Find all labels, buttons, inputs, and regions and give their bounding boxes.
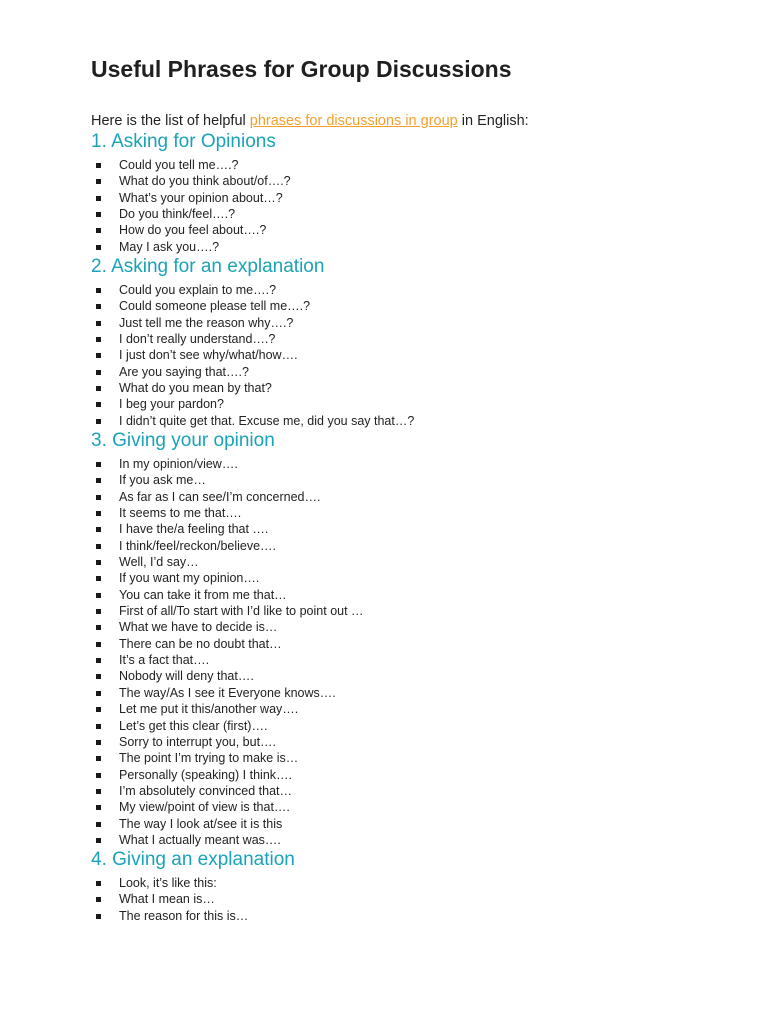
section-heading-giving-explanation: 4. Giving an explanation bbox=[91, 849, 295, 870]
list-item-text: My view/point of view is that…. bbox=[119, 800, 290, 815]
bullet-icon bbox=[96, 304, 101, 309]
section-list-asking-explanation bbox=[91, 282, 414, 429]
bullet-icon bbox=[96, 386, 101, 391]
list-item bbox=[91, 718, 364, 734]
bullet-icon bbox=[96, 527, 101, 532]
list-item bbox=[91, 908, 248, 924]
list-item-text: What we have to decide is… bbox=[119, 620, 278, 635]
list-item-text: I just don’t see why/what/how…. bbox=[119, 348, 298, 363]
bullet-icon bbox=[96, 419, 101, 424]
list-item bbox=[91, 173, 291, 189]
list-item-text: Let’s get this clear (first)…. bbox=[119, 718, 268, 733]
list-item-text: What I actually meant was…. bbox=[119, 832, 281, 847]
list-item-text: Do you think/feel….? bbox=[119, 207, 236, 222]
list-item bbox=[91, 157, 291, 173]
bullet-icon bbox=[96, 511, 101, 516]
list-item bbox=[91, 668, 364, 684]
list-item bbox=[91, 570, 364, 586]
bullet-icon bbox=[96, 370, 101, 375]
list-item bbox=[91, 315, 414, 331]
list-item bbox=[91, 190, 291, 206]
list-item-text: What do you mean by that? bbox=[119, 381, 272, 396]
section-heading-asking-opinions: 1. Asking for Opinions bbox=[91, 131, 276, 152]
list-item bbox=[91, 521, 364, 537]
list-item-text: Well, I’d say… bbox=[119, 555, 199, 570]
bullet-icon bbox=[96, 756, 101, 761]
list-item-text: The reason for this is… bbox=[119, 908, 249, 923]
list-item-text: Personally (speaking) I think…. bbox=[119, 767, 292, 782]
list-item bbox=[91, 701, 364, 717]
list-item bbox=[91, 413, 414, 429]
bullet-icon bbox=[96, 914, 101, 919]
bullet-icon bbox=[96, 773, 101, 778]
list-item bbox=[91, 505, 364, 521]
bullet-icon bbox=[96, 560, 101, 565]
list-item bbox=[91, 891, 248, 907]
list-item bbox=[91, 489, 364, 505]
list-item-text: I’m absolutely convinced that… bbox=[119, 783, 293, 798]
section-list-asking-opinions bbox=[91, 157, 291, 255]
list-item-text: Just tell me the reason why….? bbox=[119, 315, 294, 330]
bullet-icon bbox=[96, 228, 101, 233]
bullet-icon bbox=[96, 658, 101, 663]
bullet-icon bbox=[96, 544, 101, 549]
list-item bbox=[91, 206, 291, 222]
list-item bbox=[91, 472, 364, 488]
bullet-icon bbox=[96, 822, 101, 827]
list-item-text: How do you feel about….? bbox=[119, 223, 267, 238]
bullet-icon bbox=[96, 593, 101, 598]
section-list-giving-explanation bbox=[91, 875, 248, 924]
bullet-icon bbox=[96, 462, 101, 467]
list-item bbox=[91, 222, 291, 238]
list-item bbox=[91, 331, 414, 347]
list-item bbox=[91, 875, 248, 891]
bullet-icon bbox=[96, 196, 101, 201]
list-item bbox=[91, 380, 414, 396]
list-item-text: First of all/To start with I’d like to point out … bbox=[119, 604, 364, 619]
list-item bbox=[91, 734, 364, 750]
list-item bbox=[91, 239, 291, 255]
bullet-icon bbox=[96, 321, 101, 326]
intro-paragraph bbox=[91, 113, 529, 129]
bullet-icon bbox=[96, 674, 101, 679]
list-item-text: Could you tell me….? bbox=[119, 158, 239, 172]
list-item-text: Let me put it this/another way…. bbox=[119, 702, 299, 717]
list-item bbox=[91, 685, 364, 701]
intro-text-before: Here is the list of helpful bbox=[91, 113, 250, 129]
list-item-text: If you want my opinion…. bbox=[119, 571, 260, 586]
bullet-icon bbox=[96, 724, 101, 729]
list-item bbox=[91, 799, 364, 815]
list-item-text: The way I look at/see it is this bbox=[119, 816, 283, 831]
bullet-icon bbox=[96, 179, 101, 184]
list-item bbox=[91, 298, 414, 314]
list-item-text: You can take it from me that… bbox=[119, 587, 287, 602]
list-item bbox=[91, 456, 364, 472]
list-item bbox=[91, 587, 364, 603]
list-item bbox=[91, 750, 364, 766]
list-item bbox=[91, 636, 364, 652]
bullet-icon bbox=[96, 789, 101, 794]
list-item-text: I don’t really understand….? bbox=[119, 332, 276, 347]
bullet-icon bbox=[96, 805, 101, 810]
bullet-icon bbox=[96, 478, 101, 483]
list-item-text: If you ask me… bbox=[119, 473, 206, 488]
list-item bbox=[91, 767, 364, 783]
list-item bbox=[91, 619, 364, 635]
list-item-text: In my opinion/view…. bbox=[119, 457, 238, 471]
list-item-text: It’s a fact that…. bbox=[119, 653, 210, 668]
list-item-text: May I ask you….? bbox=[119, 239, 220, 254]
bullet-icon bbox=[96, 576, 101, 581]
section-heading-giving-opinion: 3. Giving your opinion bbox=[91, 430, 275, 451]
discussion-phrases-link[interactable]: phrases for discussions in group bbox=[249, 113, 458, 129]
list-item-text: What’s your opinion about…? bbox=[119, 190, 283, 205]
list-item-text: Sorry to interrupt you, but…. bbox=[119, 734, 277, 749]
list-item-text: Could you explain to me….? bbox=[119, 283, 277, 297]
bullet-icon bbox=[96, 402, 101, 407]
list-item-text: Could someone please tell me….? bbox=[119, 299, 311, 314]
bullet-icon bbox=[96, 707, 101, 712]
list-item-text: I didn’t quite get that. Excuse me, did you say that…? bbox=[119, 413, 415, 428]
list-item bbox=[91, 652, 364, 668]
list-item bbox=[91, 603, 364, 619]
list-item bbox=[91, 816, 364, 832]
bullet-icon bbox=[96, 245, 101, 250]
list-item-text: The way/As I see it Everyone knows…. bbox=[119, 685, 336, 700]
bullet-icon bbox=[96, 881, 101, 886]
list-item-text: There can be no doubt that… bbox=[119, 636, 282, 651]
list-item bbox=[91, 783, 364, 799]
list-item bbox=[91, 554, 364, 570]
list-item bbox=[91, 364, 414, 380]
list-item bbox=[91, 538, 364, 554]
bullet-icon bbox=[96, 288, 101, 293]
list-item-text: Nobody will deny that…. bbox=[119, 669, 254, 684]
list-item bbox=[91, 832, 364, 848]
bullet-icon bbox=[96, 740, 101, 745]
bullet-icon bbox=[96, 691, 101, 696]
list-item bbox=[91, 347, 414, 363]
list-item-text: It seems to me that…. bbox=[119, 506, 242, 521]
intro-text-after: in English: bbox=[457, 113, 529, 129]
list-item-text: What do you think about/of….? bbox=[119, 174, 291, 189]
page-title: Useful Phrases for Group Discussions bbox=[91, 56, 512, 82]
bullet-icon bbox=[96, 609, 101, 614]
section-heading-asking-explanation: 2. Asking for an explanation bbox=[91, 256, 325, 277]
list-item-text: The point I’m trying to make is… bbox=[119, 751, 299, 766]
list-item-text: Look, it’s like this: bbox=[119, 876, 217, 890]
section-list-giving-opinion bbox=[91, 456, 364, 848]
bullet-icon bbox=[96, 163, 101, 168]
bullet-icon bbox=[96, 838, 101, 843]
list-item-text: As far as I can see/I’m concerned…. bbox=[119, 489, 321, 504]
list-item-text: I beg your pardon? bbox=[119, 397, 224, 412]
list-item-text: I think/feel/reckon/believe…. bbox=[119, 538, 277, 553]
list-item-text: Are you saying that….? bbox=[119, 364, 249, 379]
bullet-icon bbox=[96, 642, 101, 647]
bullet-icon bbox=[96, 353, 101, 358]
bullet-icon bbox=[96, 897, 101, 902]
list-item bbox=[91, 282, 414, 298]
bullet-icon bbox=[96, 625, 101, 630]
list-item-text: I have the/a feeling that …. bbox=[119, 522, 269, 537]
bullet-icon bbox=[96, 212, 101, 217]
bullet-icon bbox=[96, 495, 101, 500]
list-item-text: What I mean is… bbox=[119, 892, 215, 907]
bullet-icon bbox=[96, 337, 101, 342]
list-item bbox=[91, 396, 414, 412]
